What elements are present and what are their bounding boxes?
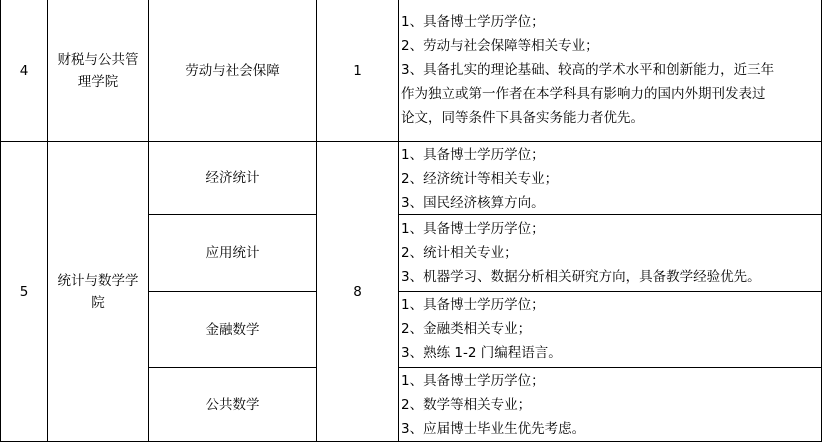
requirements-list [401, 217, 761, 289]
position-count: 1 [353, 62, 362, 79]
requirement-line: 3、熟练 1-2 门编程语言。 [401, 345, 562, 361]
column-divider [398, 0, 399, 442]
requirement-line: 2、劳动与社会保障等相关专业； [401, 38, 599, 54]
requirements-list [401, 369, 585, 441]
requirement-line: 3、具备扎实的理论基础、较高的学术水平和创新能力，近三年 [401, 62, 775, 78]
college-name: 财税与公共管理学院 [57, 51, 139, 90]
requirement-line: 论文，同等条件下具备实务能力者优先。 [401, 110, 644, 126]
requirement-line: 2、数学等相关专业； [401, 397, 532, 413]
requirement-line: 1、具备博士学历学位； [401, 297, 545, 313]
row-number: 4 [19, 62, 29, 79]
column-divider [47, 0, 48, 442]
requirement-line: 3、应届博士毕业生优先考虑。 [401, 421, 586, 437]
row-divider [398, 367, 822, 368]
requirement-line: 2、经济统计等相关专业； [401, 171, 559, 187]
major-name: 经济统计 [205, 170, 260, 186]
requirements-list [401, 293, 562, 365]
requirement-line: 3、国民经济核算方向。 [401, 195, 545, 211]
major-name: 劳动与社会保障 [185, 62, 280, 79]
requirements-list [401, 143, 558, 215]
requirement-line: 1、具备博士学历学位； [401, 221, 545, 237]
requirement-line: 1、具备博士学历学位； [401, 373, 545, 389]
requirement-line: 2、金融类相关专业； [401, 321, 532, 337]
requirements-list [401, 10, 774, 130]
row-number: 5 [19, 283, 29, 300]
requirement-line: 2、统计相关专业； [401, 245, 518, 261]
requirement-line: 3、机器学习、数据分析相关研究方向，具备教学经验优先。 [401, 269, 761, 285]
requirement-line: 1、具备博士学历学位； [401, 14, 545, 30]
requirement-line: 1、具备博士学历学位； [401, 147, 545, 163]
college-name: 统计与数学学院 [57, 272, 139, 311]
position-count: 8 [353, 283, 362, 300]
row-divider [398, 291, 822, 292]
major-name: 金融数学 [205, 321, 260, 338]
major-name: 应用统计 [205, 245, 260, 261]
major-name: 公共数学 [205, 396, 260, 413]
requirement-line: 作为独立或第一作者在本学科具有影响力的国内外期刊发表过 [401, 86, 766, 102]
